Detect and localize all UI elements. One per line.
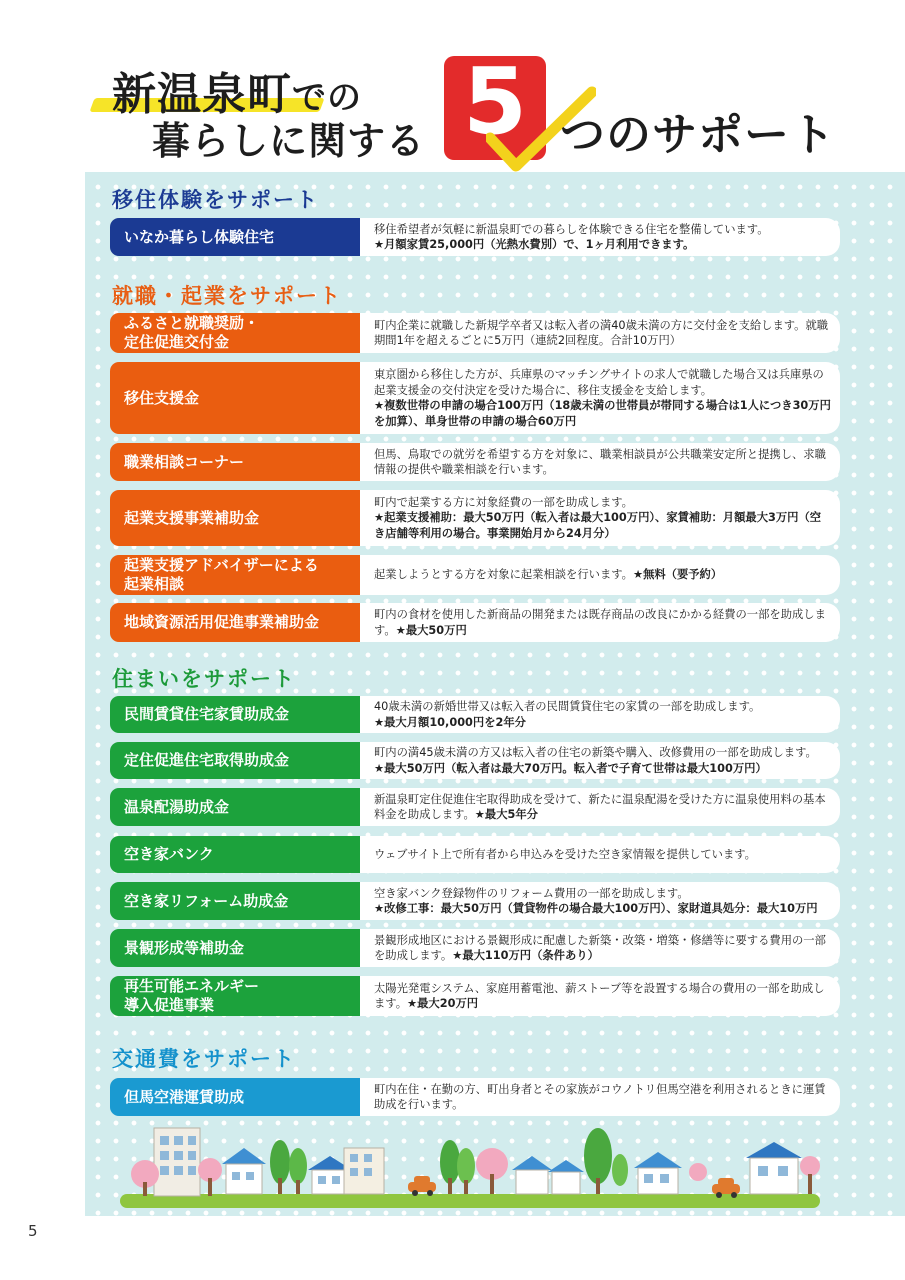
- row-description: 但馬、鳥取での就労を希望する方を対象に、職業相談員が公共職業安定所と提携し、求職情報の提供や職業相談を行います。: [360, 443, 840, 481]
- town-illustration: [120, 1118, 820, 1213]
- support-row: [110, 555, 840, 595]
- support-row: [110, 443, 840, 481]
- row-description: 移住希望者が気軽に新温泉町での暮らしを体験できる住宅を整備しています。 ★月額家賃25,000円（光熱水費別）で、1ヶ月利用できます。: [360, 218, 840, 256]
- support-row: [110, 976, 840, 1016]
- row-description: ウェブサイト上で所有者から申込みを受けた空き家情報を提供しています。: [360, 836, 840, 873]
- support-row: [110, 742, 840, 779]
- support-row: [110, 882, 840, 920]
- row-label: 空き家バンク: [110, 836, 360, 873]
- row-label: 職業相談コーナー: [110, 443, 360, 481]
- section-title-trial: 移住体験をサポート: [112, 188, 319, 212]
- row-description: 景観形成地区における景観形成に配慮した新築・改築・増築・修繕等に要する費用の一部を助成します。★最大110万円（条件あり）: [360, 929, 840, 967]
- row-label: 但馬空港運賃助成: [110, 1078, 360, 1116]
- row-description: 町内の満45歳未満の方又は転入者の住宅の新築や購入、改修費用の一部を助成します。 ★最大50万円（転入者は最大70万円。転入者で子育て世帯は最大100万円）: [360, 742, 840, 779]
- support-row: [110, 218, 840, 256]
- row-description: 町内在住・在勤の方、町出身者とその家族がコウノトリ但馬空港を利用されるときに運賃助成を行います。: [360, 1078, 840, 1116]
- support-row: [110, 603, 840, 642]
- row-label: 定住促進住宅取得助成金: [110, 742, 360, 779]
- page-number: 5: [28, 1222, 38, 1240]
- section-title-work: 就職・起業をサポート: [112, 284, 342, 308]
- row-description: 40歳未満の新婚世帯又は転入者の民間賃貸住宅の家賃の一部を助成します。 ★最大月額10,000円を2年分: [360, 696, 840, 733]
- row-description: 町内企業に就職した新規学卒者又は転入者の満40歳未満の方に交付金を支給します。就職期間1年を超えるごとに5万円（連続2回程度。合計10万円）: [360, 313, 840, 353]
- row-label: 空き家リフォーム助成金: [110, 882, 360, 920]
- support-row: [110, 696, 840, 733]
- title-line-2: 暮らしに関する: [152, 119, 426, 163]
- row-label: 移住支援金: [110, 362, 360, 434]
- support-row: [110, 929, 840, 967]
- row-description: 町内の食材を使用した新商品の開発または既存商品の改良にかかる経費の一部を助成します。★最大50万円: [360, 603, 840, 642]
- row-label: 起業支援アドバイザーによる 起業相談: [110, 555, 360, 595]
- row-label: 温泉配湯助成金: [110, 788, 360, 826]
- section-title-transport: 交通費をサポート: [112, 1047, 296, 1071]
- row-description: 空き家バンク登録物件のリフォーム費用の一部を助成します。 ★改修工事：最大50万円（賃貸物件の場合最大100万円）、家財道具処分：最大10万円: [360, 882, 840, 920]
- row-description: 太陽光発電システム、家庭用蓄電池、薪ストーブ等を設置する場合の費用の一部を助成します。★最大20万円: [360, 976, 840, 1016]
- row-label: 民間賃貸住宅家賃助成金: [110, 696, 360, 733]
- row-label: いなか暮らし体験住宅: [110, 218, 360, 256]
- title-line-1: 新温泉町での: [112, 69, 362, 120]
- row-description: 起業しようとする方を対象に起業相談を行います。★無料（要予約）: [360, 555, 840, 595]
- number-five: 5: [462, 48, 527, 155]
- title-line-3: つのサポート: [560, 108, 837, 161]
- support-row: [110, 362, 840, 434]
- row-description: 東京圏から移住した方が、兵庫県のマッチングサイトの求人で就職した場合又は兵庫県の起業支援金の交付決定を受けた場合に、移住支援金を支給します。 ★複数世帯の申請の場合100万円（18歳未満の世帯員が帯同する場合は1人につき30万円を加算）、単身世帯の申請の場合60万円: [360, 362, 840, 434]
- page-header: [0, 0, 905, 175]
- row-label: 地域資源活用促進事業補助金: [110, 603, 360, 642]
- row-label: 再生可能エネルギー 導入促進事業: [110, 976, 360, 1016]
- row-label: ふるさと就職奨励・ 定住促進交付金: [110, 313, 360, 353]
- support-row: [110, 313, 840, 353]
- section-title-housing: 住まいをサポート: [112, 667, 296, 691]
- row-label: 景観形成等補助金: [110, 929, 360, 967]
- support-row: [110, 1078, 840, 1116]
- support-row: [110, 490, 840, 546]
- row-description: 新温泉町定住促進住宅取得助成を受けて、新たに温泉配湯を受けた方に温泉使用料の基本料金を助成します。★最大5年分: [360, 788, 840, 826]
- row-description: 町内で起業する方に対象経費の一部を助成します。 ★起業支援補助：最大50万円（転入者は最大100万円）、家賃補助：月額最大3万円（空き店舗等利用の場合。事業開始月から24月分）: [360, 490, 840, 546]
- support-row: [110, 836, 840, 873]
- support-row: [110, 788, 840, 826]
- row-label: 起業支援事業補助金: [110, 490, 360, 546]
